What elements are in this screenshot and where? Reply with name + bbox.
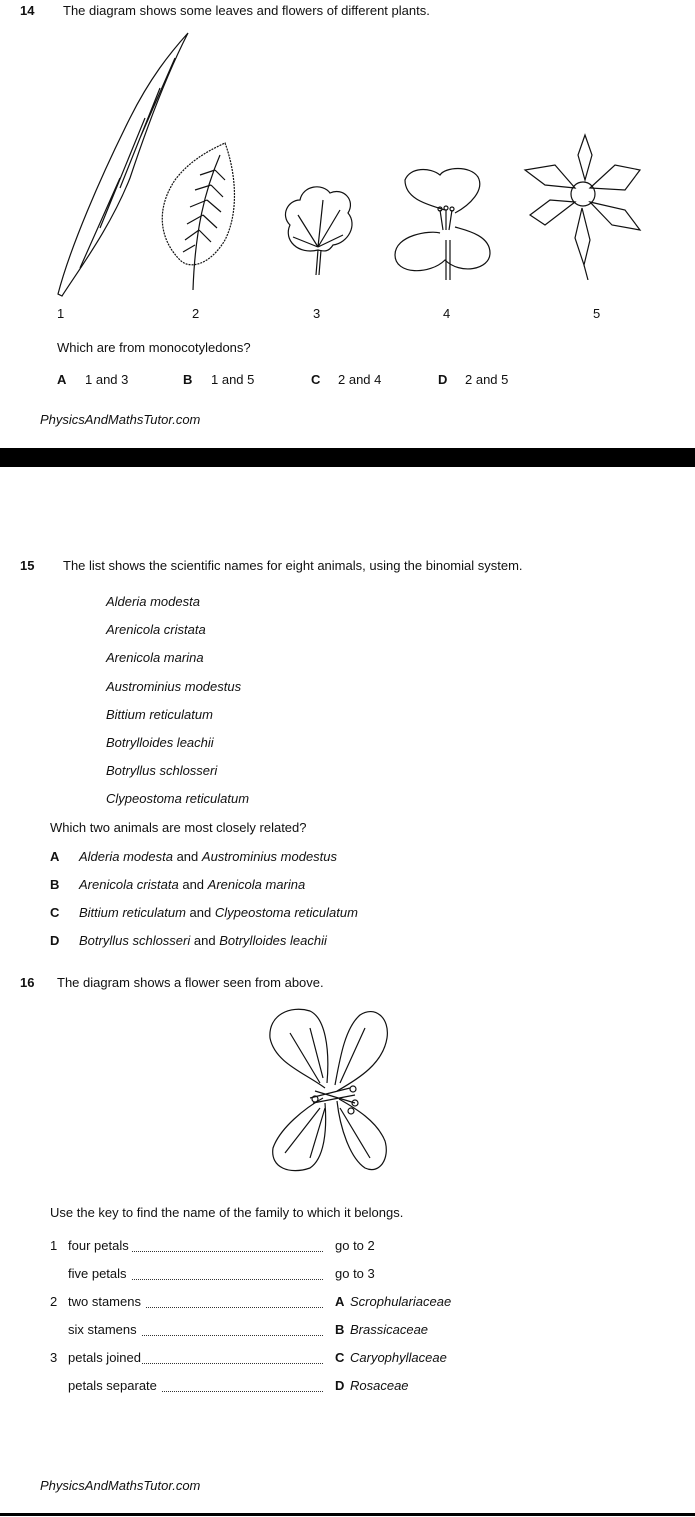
key-result: go to 2 xyxy=(335,1238,375,1253)
joiner: and xyxy=(193,933,216,948)
animal-name: Alderia modesta xyxy=(106,594,200,609)
key-condition: four petals xyxy=(68,1238,129,1253)
key-condition: petals joined xyxy=(68,1350,141,1365)
animal-name: Arenicola marina xyxy=(106,650,204,665)
key-step-number: 3 xyxy=(50,1350,58,1365)
page-bottom-border xyxy=(0,1513,695,1516)
option-b[interactable]: 1 and 5 xyxy=(211,372,255,387)
diagram-label: 5 xyxy=(593,306,601,321)
key-family: Rosaceae xyxy=(350,1378,409,1393)
option-letter: D xyxy=(438,372,448,387)
name-second: Austrominius modestus xyxy=(201,849,338,864)
option-text xyxy=(79,849,337,865)
question-number: 16 xyxy=(20,975,35,990)
key-family: Brassicaceae xyxy=(350,1322,429,1337)
key-instruction: Use the key to find the name of the family to which it belongs. xyxy=(50,1205,404,1220)
question-stem: The diagram shows a flower seen from above. xyxy=(57,975,324,990)
question-stem: The list shows the scientific names for eight animals, using the binomial system. xyxy=(63,558,523,573)
option-letter: D xyxy=(50,933,60,948)
key-condition: two stamens xyxy=(68,1294,145,1310)
key-letter: B xyxy=(335,1322,345,1337)
option-text xyxy=(79,877,305,893)
joiner: and xyxy=(189,905,212,920)
option-a[interactable]: 1 and 3 xyxy=(85,372,129,387)
animal-name: Clypeostoma reticulatum xyxy=(106,791,250,806)
page-divider xyxy=(0,448,695,467)
question-number: 15 xyxy=(20,558,35,573)
diagram-label: 4 xyxy=(443,306,451,321)
animal-name: Bittium reticulatum xyxy=(106,707,213,722)
option-c[interactable]: 2 and 4 xyxy=(338,372,382,387)
animal-name: Botrylloides leachii xyxy=(106,735,214,750)
leaf-2-illustration xyxy=(155,140,245,300)
option-letter: C xyxy=(50,905,60,920)
name-second: Botrylloides leachii xyxy=(219,933,327,948)
option-a[interactable] xyxy=(50,849,338,865)
flower-5-illustration xyxy=(520,130,650,280)
key-family: Caryophyllaceae xyxy=(350,1350,447,1365)
flower-4-illustration xyxy=(390,165,500,295)
option-text xyxy=(79,933,327,949)
leaf-3-illustration xyxy=(278,175,358,295)
name-first: Bittium reticulatum xyxy=(79,905,186,920)
key-letter: D xyxy=(335,1378,345,1393)
key-condition: five petals xyxy=(68,1266,131,1282)
animal-name: Arenicola cristata xyxy=(106,622,206,637)
key-family: Scrophulariaceae xyxy=(350,1294,452,1309)
animal-name: Botryllus schlosseri xyxy=(106,763,218,778)
joiner: and xyxy=(182,877,205,892)
name-first: Alderia modesta xyxy=(79,849,173,864)
flower-top-view-illustration xyxy=(265,1003,393,1178)
option-letter: B xyxy=(50,877,60,892)
key-step-number: 2 xyxy=(50,1294,58,1309)
key-step-number: 1 xyxy=(50,1238,58,1253)
joiner: and xyxy=(176,849,199,864)
footer-watermark: PhysicsAndMathsTutor.com xyxy=(40,412,201,427)
question-stem: The diagram shows some leaves and flowers of different plants. xyxy=(63,3,430,18)
option-d[interactable] xyxy=(50,933,327,949)
animal-name: Austrominius modestus xyxy=(106,679,242,694)
key-condition: six stamens xyxy=(68,1322,141,1338)
key-condition: petals separate xyxy=(68,1378,161,1394)
diagram-label: 1 xyxy=(57,306,65,321)
option-letter: C xyxy=(311,372,321,387)
key-letter: A xyxy=(335,1294,345,1309)
option-letter: A xyxy=(50,849,60,864)
option-c[interactable] xyxy=(50,905,358,921)
question-text: Which two animals are most closely related? xyxy=(50,820,307,835)
question-text: Which are from monocotyledons? xyxy=(57,340,251,355)
name-second: Clypeostoma reticulatum xyxy=(214,905,358,920)
option-letter: B xyxy=(183,372,193,387)
option-b[interactable] xyxy=(50,877,306,893)
name-first: Botryllus schlosseri xyxy=(79,933,191,948)
question-number: 14 xyxy=(20,3,35,18)
option-d[interactable]: 2 and 5 xyxy=(465,372,509,387)
name-first: Arenicola cristata xyxy=(79,877,179,892)
diagram-label: 3 xyxy=(313,306,321,321)
key-result: go to 3 xyxy=(335,1266,375,1281)
option-letter: A xyxy=(57,372,67,387)
footer-watermark: PhysicsAndMathsTutor.com xyxy=(40,1478,201,1493)
diagram-label: 2 xyxy=(192,306,200,321)
key-letter: C xyxy=(335,1350,345,1365)
name-second: Arenicola marina xyxy=(207,877,306,892)
option-text xyxy=(79,905,358,921)
